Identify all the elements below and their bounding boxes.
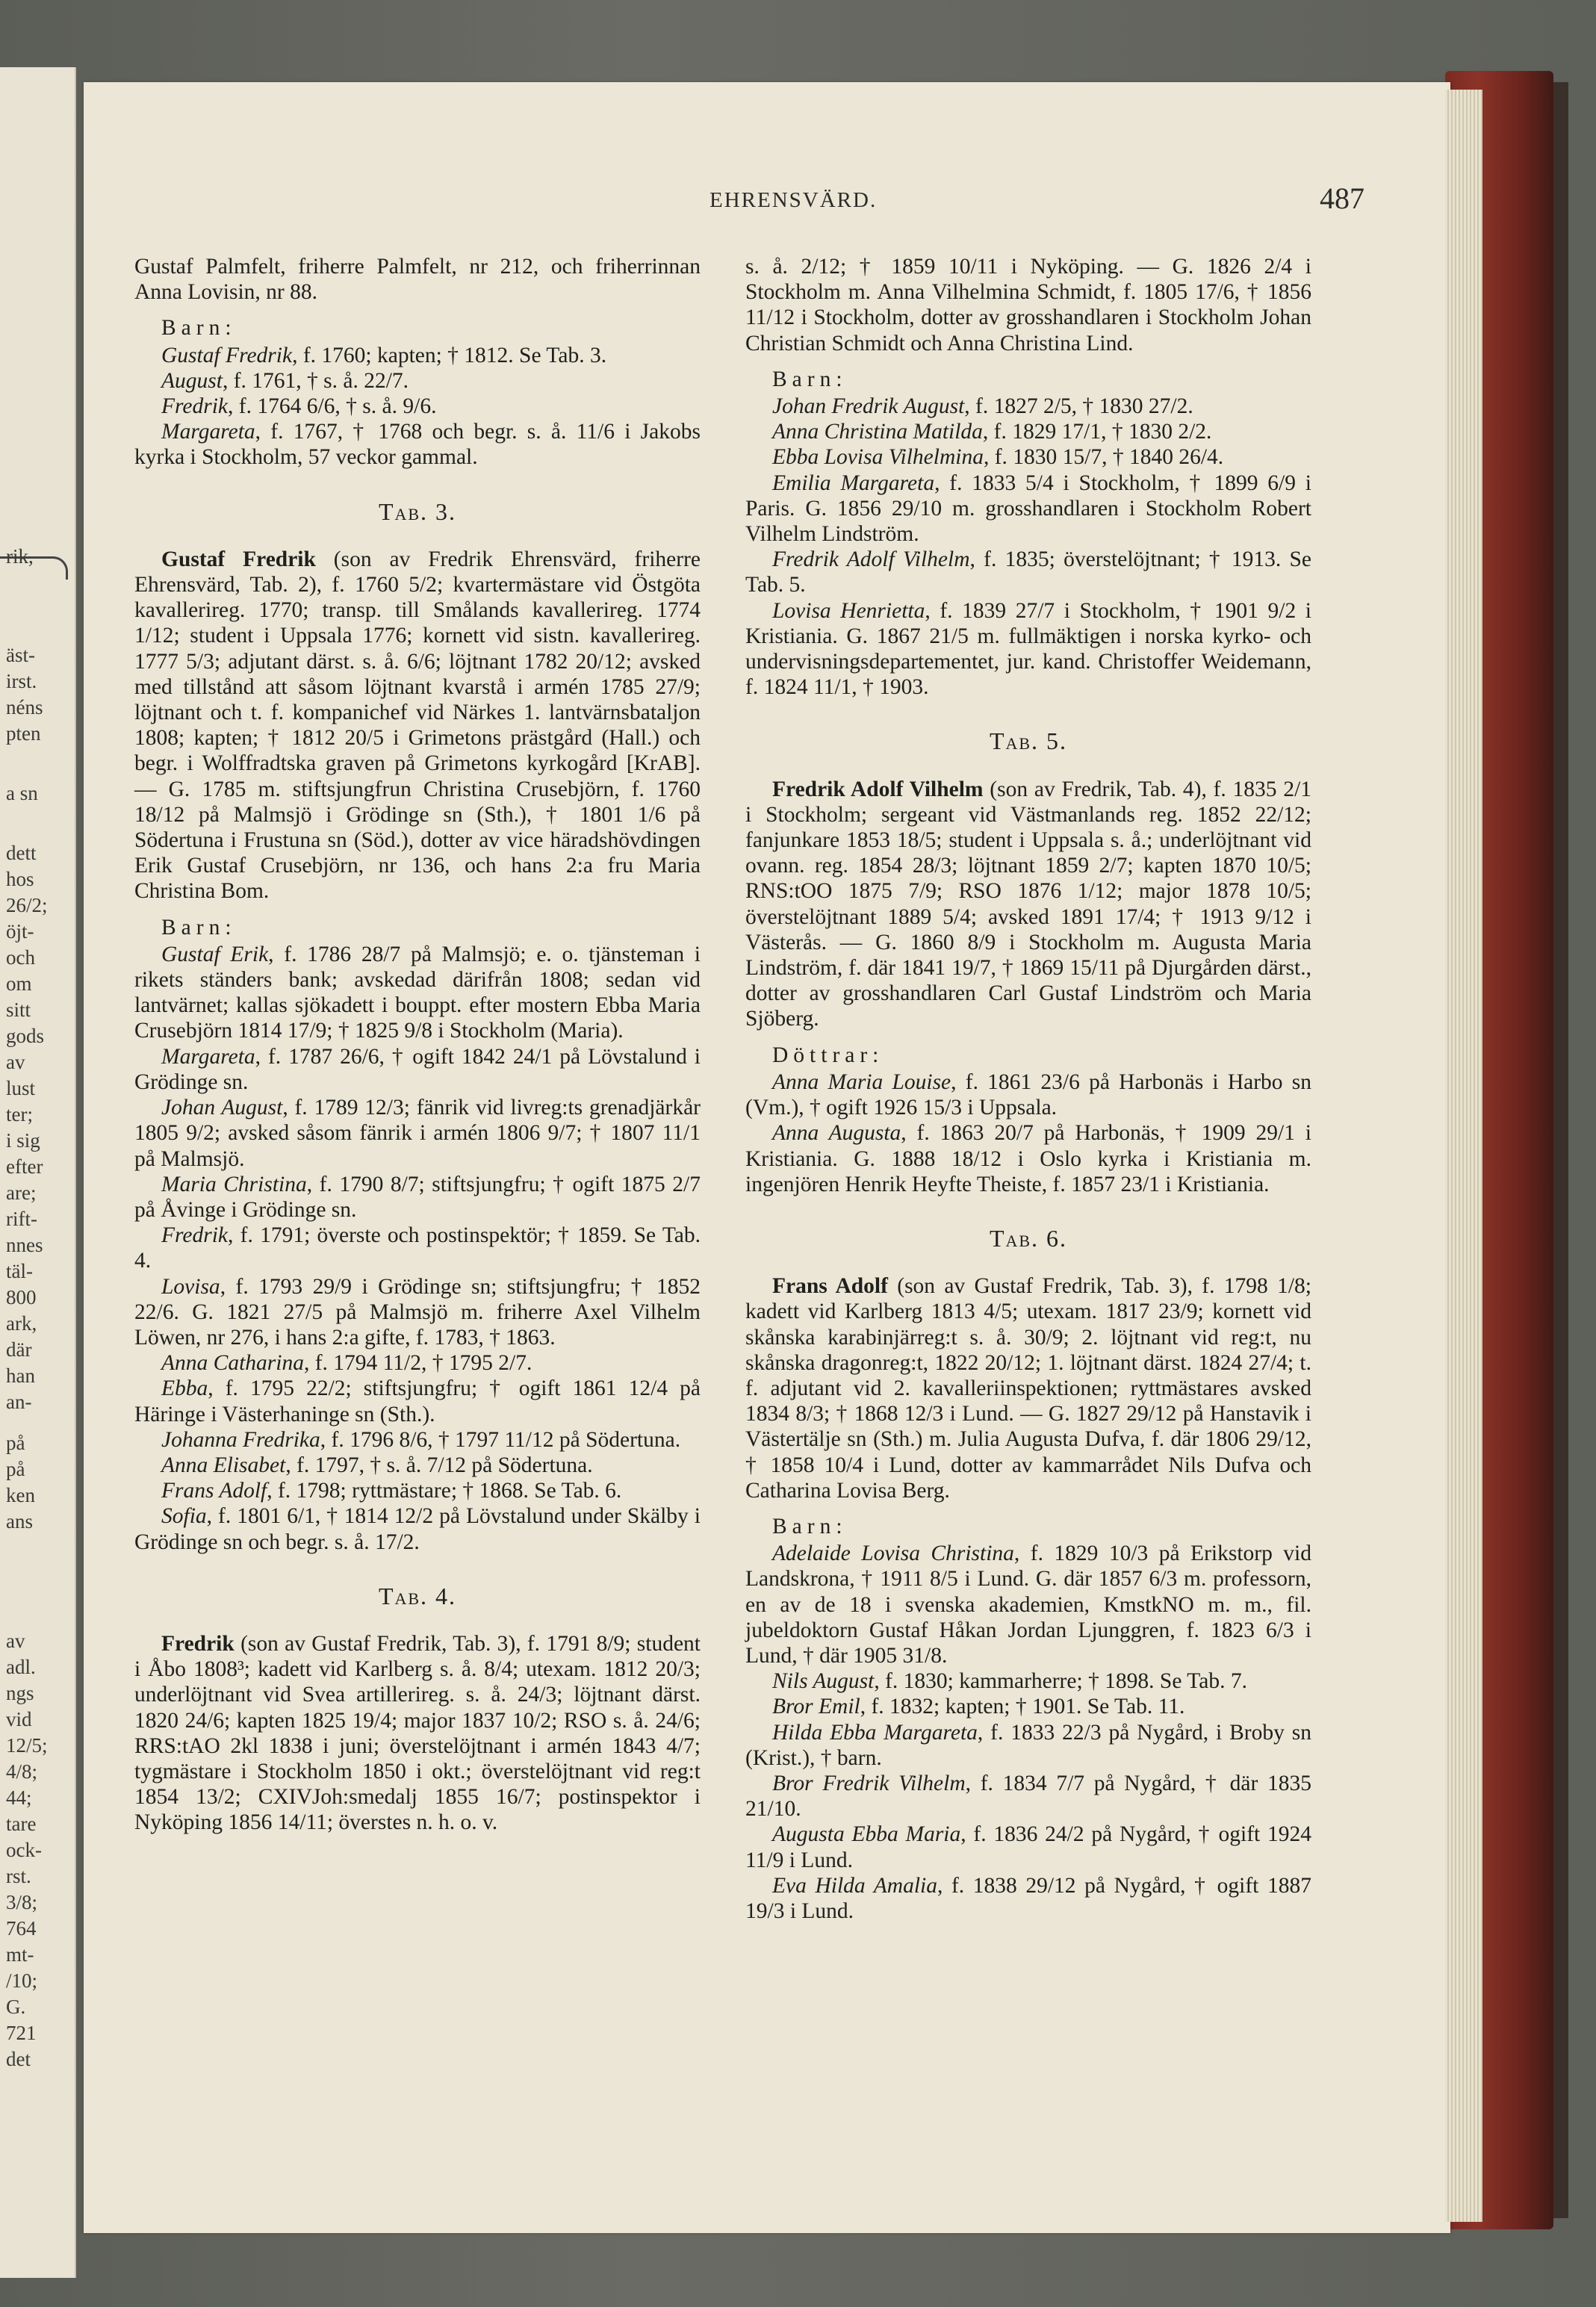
- child-entry: Fredrik, f. 1791; överste och postinspektör; † 1859. Se Tab. 4.: [134, 1223, 701, 1273]
- child-entry: Augusta Ebba Maria, f. 1836 24/2 på Nygård, † ogift 1924 11/9 i Lund.: [745, 1822, 1311, 1872]
- child-entry: Margareta, f. 1767, † 1768 och begr. s. å. 11/6 i Jakobs kyrka i Stockholm, 57 veckor gammal.: [134, 420, 701, 470]
- margin-fragment: /10;: [6, 1969, 38, 1992]
- margin-fragment: på: [6, 1458, 25, 1480]
- tab3-entry: [134, 547, 701, 904]
- child-entry: Anna Catharina, f. 1794 11/2, † 1795 2/7.: [161, 1351, 532, 1376]
- continuation-paragraph: s. å. 2/12; † 1859 10/11 i Nyköping. — G. 1826 2/4 i Stockholm m. Anna Vilhelmina Schmidt, f. 1805 17/6, † 1856 11/12 i Stockholm, dotter av grosshandlaren i Stockholm Johan Christian Schmidt och Anna Christina Lind.: [745, 255, 1311, 355]
- child-entry: Anna Elisabet, f. 1797, † s. å. 7/12 på Södertuna.: [161, 1453, 593, 1477]
- child-entry: Margareta, f. 1787 26/6, † ogift 1842 24/1 på Lövstalund i Grödinge sn.: [134, 1044, 701, 1094]
- margin-fragment: adl.: [6, 1656, 36, 1678]
- margin-fragment: på: [6, 1432, 25, 1454]
- margin-fragment: rik,: [6, 545, 34, 568]
- margin-fragment: i sig: [6, 1129, 40, 1152]
- child-entry: Fredrik, f. 1764 6/6, † s. å. 9/6.: [161, 394, 437, 419]
- child-entry: Johan Fredrik August, f. 1827 2/5, † 1830 27/2.: [772, 394, 1193, 419]
- tab5-entry: [745, 777, 1311, 1032]
- tab3-text: (son av Fredrik Ehrensvärd, friherre Ehrensvärd, Tab. 2), f. 1760 5/2; kvartermästare vid Östgöta kavallerireg. 1770; transp. till Smålands kavallerireg. 1774 1/12; student i Uppsala 1776; kornett vid sistn. kavallerireg. 1777 5/3; adjutant därst. s. å. 6/6; löjtnant 1782 20/12; avsked med tillstånd att såsom löjtnant kvarstå i armén 1785 27/9; löjtnant och t. f. kompanichef vid Närkes 1. lantvärnsbataljon 1808; kapten; † 1812 20/5 i Grimetons prästgård (Hall.) och begr. i Wolffradtska graven på Grimetons kyrkogård [KrAB]. — G. 1785 m. stiftsjungfrun Christina Crusebjörn, f. 1760 18/12 på Malmsjö i Grödinge sn (Sth.), † 1801 1/6 på Södertuna i Frustuna sn (Söd.), dotter av vice häradshövdingen Erik Gustaf Crusebjörn, nr 136, och hans 2:a fru Maria Christina Bom.: [134, 547, 701, 904]
- margin-fragment: äst-: [6, 644, 35, 666]
- child-entry: Ebba Lovisa Vilhelmina, f. 1830 15/7, † 1840 26/4.: [772, 445, 1224, 470]
- left-column: [134, 254, 701, 1836]
- margin-fragment: rst.: [6, 1865, 31, 1887]
- margin-fragment: hos: [6, 868, 34, 890]
- margin-fragment: av: [6, 1051, 25, 1073]
- margin-fragment: irst.: [6, 670, 37, 692]
- daughters-list: [745, 1069, 1311, 1197]
- margin-fragment: rift-: [6, 1208, 37, 1230]
- tab4-name: Fredrik: [161, 1631, 235, 1656]
- child-entry: Emilia Margareta, f. 1833 5/4 i Stockholm, † 1899 6/9 i Paris. G. 1856 29/10 m. grosshandlaren i Stockholm Robert Vilhelm Lindström.: [745, 471, 1311, 547]
- child-entry: Lovisa Henrietta, f. 1839 27/7 i Stockholm, † 1901 9/2 i Kristiania. G. 1867 21/5 m. fullmäktigen i norska kyrko- och undervisningsdepartementet, jur. kand. Christoffer Weidemann, f. 1824 11/1, † 1903.: [745, 598, 1311, 700]
- margin-fragment: ter;: [6, 1103, 33, 1125]
- page-block-edge: [1445, 90, 1482, 2222]
- child-entry: Frans Adolf, f. 1798; ryttmästare; † 1868. Se Tab. 6.: [161, 1479, 622, 1503]
- child-entry: Bror Fredrik Vilhelm, f. 1834 7/7 på Nygård, † där 1835 21/10.: [745, 1771, 1311, 1822]
- margin-fragment: ock-: [6, 1839, 42, 1861]
- children-list: [134, 343, 701, 471]
- margin-fragment: ken: [6, 1484, 35, 1506]
- children-list-2: [134, 942, 701, 1555]
- child-entry: Sofia, f. 1801 6/1, † 1814 12/2 på Lövstalund under Skälby i Grödinge sn och begr. s. å. 17/2.: [134, 1504, 701, 1554]
- tab6-heading: Tab. 6.: [989, 1224, 1068, 1252]
- tab4-heading: Tab. 4.: [378, 1582, 457, 1609]
- barn-label: Barn:: [161, 316, 237, 341]
- margin-fragment: 44;: [6, 1786, 32, 1809]
- margin-fragment: efter: [6, 1155, 43, 1178]
- child-entry: Anna Maria Louise, f. 1861 23/6 på Harbonäs i Harbo sn (Vm.), † ogift 1926 15/3 i Uppsala.: [745, 1069, 1311, 1120]
- tab6-entry: [745, 1273, 1311, 1503]
- margin-fragment: där: [6, 1338, 32, 1361]
- margin-fragment: 26/2;: [6, 894, 48, 916]
- margin-fragment: dett: [6, 842, 37, 864]
- child-entry: Lovisa, f. 1793 29/9 i Grödinge sn; stiftsjungfru; † 1852 22/6. G. 1821 27/5 på Malmsjö m. friherre Axel Vilhelm Löwen, nr 276, i hans 2:a gifte, f. 1783, † 1863.: [134, 1274, 701, 1350]
- margin-fragment: pten: [6, 722, 41, 745]
- tab5-text: (son av Fredrik, Tab. 4), f. 1835 2/1 i Stockholm; sergeant vid Västmanlands reg. 1852 22/12; fanjunkare 1853 18/5; student i Uppsala s. å.; underlöjtnant vid ovann. reg. 1854 28/3; löjtnant 1859 2/7; kapten 1870 10/5; RNS:tOO 1875 7/9; RSO 1876 1/12; major 1878 10/5; överstelöjtnant 1889 5/4; avsked 1891 17/4; † 1913 9/12 i Västerås. — G. 1860 8/9 i Stockholm m. Augusta Maria Lindström, f. där 1841 19/7, † 1869 15/11 på Djurgården därst., dotter av grosshandlaren Carl Gustaf Lindström och Maria Sjöberg.: [745, 777, 1312, 1031]
- margin-fragment: sitt: [6, 999, 31, 1021]
- child-entry: Ebba, f. 1795 22/2; stiftsjungfru; † ogift 1861 12/4 på Häringe i Västerhaninge sn (Sth.).: [134, 1376, 701, 1426]
- tab4-entry: [134, 1631, 701, 1836]
- margin-fragment: a sn: [6, 782, 38, 804]
- child-entry: Anna Christina Matilda, f. 1829 17/1, † 1830 2/2.: [772, 420, 1212, 444]
- margin-fragment: 800: [6, 1286, 37, 1308]
- margin-fragment: och: [6, 946, 35, 969]
- margin-fragment: det: [6, 2048, 31, 2070]
- margin-fragment: nnes: [6, 1234, 43, 1256]
- child-entry: Gustaf Fredrik, f. 1760; kapten; † 1812. Se Tab. 3.: [161, 343, 607, 367]
- cover-shadow: [1553, 82, 1568, 2218]
- child-entry: Anna Augusta, f. 1863 20/7 på Harbonäs, † 1909 29/1 i Kristiania. G. 1888 18/12 i Oslo kyrka i Kristiania m. ingenjören Henrik Heyfte Theiste, f. 1857 23/1 i Kristiania.: [745, 1121, 1311, 1196]
- child-entry: Fredrik Adolf Vilhelm, f. 1835; överstelöjtnant; † 1913. Se Tab. 5.: [745, 547, 1312, 597]
- page-number: 487: [1320, 181, 1364, 215]
- margin-fragment: are;: [6, 1182, 37, 1204]
- margin-fragment: néns: [6, 696, 43, 718]
- child-entry: August, f. 1761, † s. å. 22/7.: [161, 368, 409, 393]
- children-list-right-2: [745, 1541, 1311, 1924]
- margin-fragment: 4/8;: [6, 1760, 38, 1783]
- margin-fragment: 12/5;: [6, 1734, 48, 1757]
- child-entry: Gustaf Erik, f. 1786 28/7 på Malmsjö; e. o. tjänsteman i rikets ständers bank; avskedad därifrån 1808; sedan vid lantvärnet; kallas sjökadett i bouppt. efter mostern Ebba Maria Crusebjörn 1814 17/9; † 1825 9/8 i Stockholm (Maria).: [134, 942, 701, 1043]
- child-entry: Bror Emil, f. 1832; kapten; † 1901. Se Tab. 11.: [772, 1695, 1185, 1719]
- margin-fragment: täl-: [6, 1260, 33, 1282]
- right-column: [745, 254, 1311, 1924]
- tab5-heading: Tab. 5.: [989, 727, 1068, 755]
- child-entry: Adelaide Lovisa Christina, f. 1829 10/3 på Erikstorp vid Landskrona, † 1911 8/5 i Lund. G. där 1857 6/3 m. professorn, en av de 18 i svenska akademien, KmstkNO m. m., fil. jubeldoktorn Gustaf Håkan Jordan Ljunggren, f. 1823 6/3 i Lund, † där 1905 31/8.: [745, 1541, 1312, 1668]
- tab3-heading: Tab. 3.: [378, 497, 457, 525]
- margin-fragment: öjt-: [6, 920, 34, 943]
- child-entry: Johanna Fredrika, f. 1796 8/6, † 1797 11/12 på Södertuna.: [161, 1427, 681, 1452]
- margin-fragment: ark,: [6, 1312, 37, 1335]
- margin-fragment: om: [6, 972, 32, 995]
- facing-page-edge: [0, 67, 76, 2278]
- margin-fragment: 721: [6, 2022, 37, 2044]
- margin-fragment: gods: [6, 1025, 45, 1047]
- child-entry: Eva Hilda Amalia, f. 1838 29/12 på Nygård, † ogift 1887 19/3 i Lund.: [745, 1873, 1311, 1923]
- running-head: EHRENSVÄRD.: [709, 188, 878, 212]
- child-entry: Hilda Ebba Margareta, f. 1833 22/3 på Nygård, i Broby sn (Krist.), † barn.: [745, 1720, 1311, 1770]
- tab5-name: Fredrik Adolf Vilhelm: [772, 777, 984, 801]
- intro-paragraph: Gustaf Palmfelt, friherre Palmfelt, nr 212, och friherrinnan Anna Lovisin, nr 88.: [134, 255, 701, 305]
- children-list-right: [745, 394, 1311, 700]
- margin-fragment: 3/8;: [6, 1891, 38, 1913]
- margin-fragment: vid: [6, 1708, 32, 1730]
- margin-fragment: av: [6, 1630, 25, 1652]
- margin-fragment: tare: [6, 1813, 37, 1835]
- dottrar-label: Döttrar:: [772, 1043, 884, 1067]
- child-entry: Nils August, f. 1830; kammarherre; † 1898. Se Tab. 7.: [772, 1669, 1247, 1694]
- tab3-name: Gustaf Fredrik: [161, 547, 316, 571]
- tab4-text: (son av Gustaf Fredrik, Tab. 3), f. 1791 8/9; student i Åbo 1808³; kadett vid Karlberg s. å. 8/4; utexam. 1812 20/3; underlöjtnant vid Svea artillerireg. s. å. 24/3; löjtnant därst. 1820 24/6; kapten 1825 19/4; major 1837 10/2; RSO s. å. 24/6; RRS:tAO 2kl 1838 i juni; överstelöjtnant i armén 1843 4/7; tygmästare i Stockholm 1850 i okt.; överstelöjtnant vid reg:t 1854 13/2; CXIVJoh:smedalj 1855 16/7; postinspektor i Nyköping 1856 14/11; överstes n. h. o. v.: [134, 1631, 701, 1835]
- barn-label-right: Barn:: [772, 367, 848, 391]
- margin-fragment: ans: [6, 1510, 33, 1533]
- margin-fragment: G.: [6, 1996, 26, 2018]
- barn-label-2: Barn:: [161, 915, 237, 940]
- margin-fragment: ngs: [6, 1682, 34, 1704]
- tab6-name: Frans Adolf: [772, 1274, 888, 1299]
- tab6-text: (son av Gustaf Fredrik, Tab. 3), f. 1798 1/8; kadett vid Karlberg 1813 4/5; utexam. 1817 23/9; kornett vid skånska karabinjärreg:t s. å. 30/9; 2. löjtnant vid reg:t, nu skånska dragonreg:t, 1822 20/12; 1. löjtnant därst. 1824 27/4; t. f. adjutant vid 2. kavalleriinspektionen; ryttmästares avsked 1834 8/3; † 1868 12/3 i Lund. — G. 1827 29/12 på Hanstavik i Västertälje sn (Sth.) m. Julia Augusta Dufva, f. där 1806 29/12, † 1858 10/4 i Lund, dotter av kammarrådet Nils Dufva och Catharina Lovisa Berg.: [745, 1274, 1311, 1503]
- barn-label-right-2: Barn:: [772, 1514, 848, 1538]
- margin-fragment: lust: [6, 1077, 36, 1099]
- child-entry: Johan August, f. 1789 12/3; fänrik vid livreg:ts grenadjärkår 1805 9/2; avsked såsom fänrik i armén 1806 9/7; † 1807 11/1 på Malmsjö.: [134, 1096, 701, 1171]
- child-entry: Maria Christina, f. 1790 8/7; stiftsjungfru; † ogift 1875 2/7 på Åvinge i Grödinge sn.: [134, 1172, 701, 1222]
- margin-fragment: mt-: [6, 1943, 34, 1966]
- margin-fragment: an-: [6, 1391, 32, 1413]
- margin-fragment: 764: [6, 1917, 37, 1940]
- margin-fragment: han: [6, 1364, 35, 1387]
- book-page: [84, 82, 1450, 2233]
